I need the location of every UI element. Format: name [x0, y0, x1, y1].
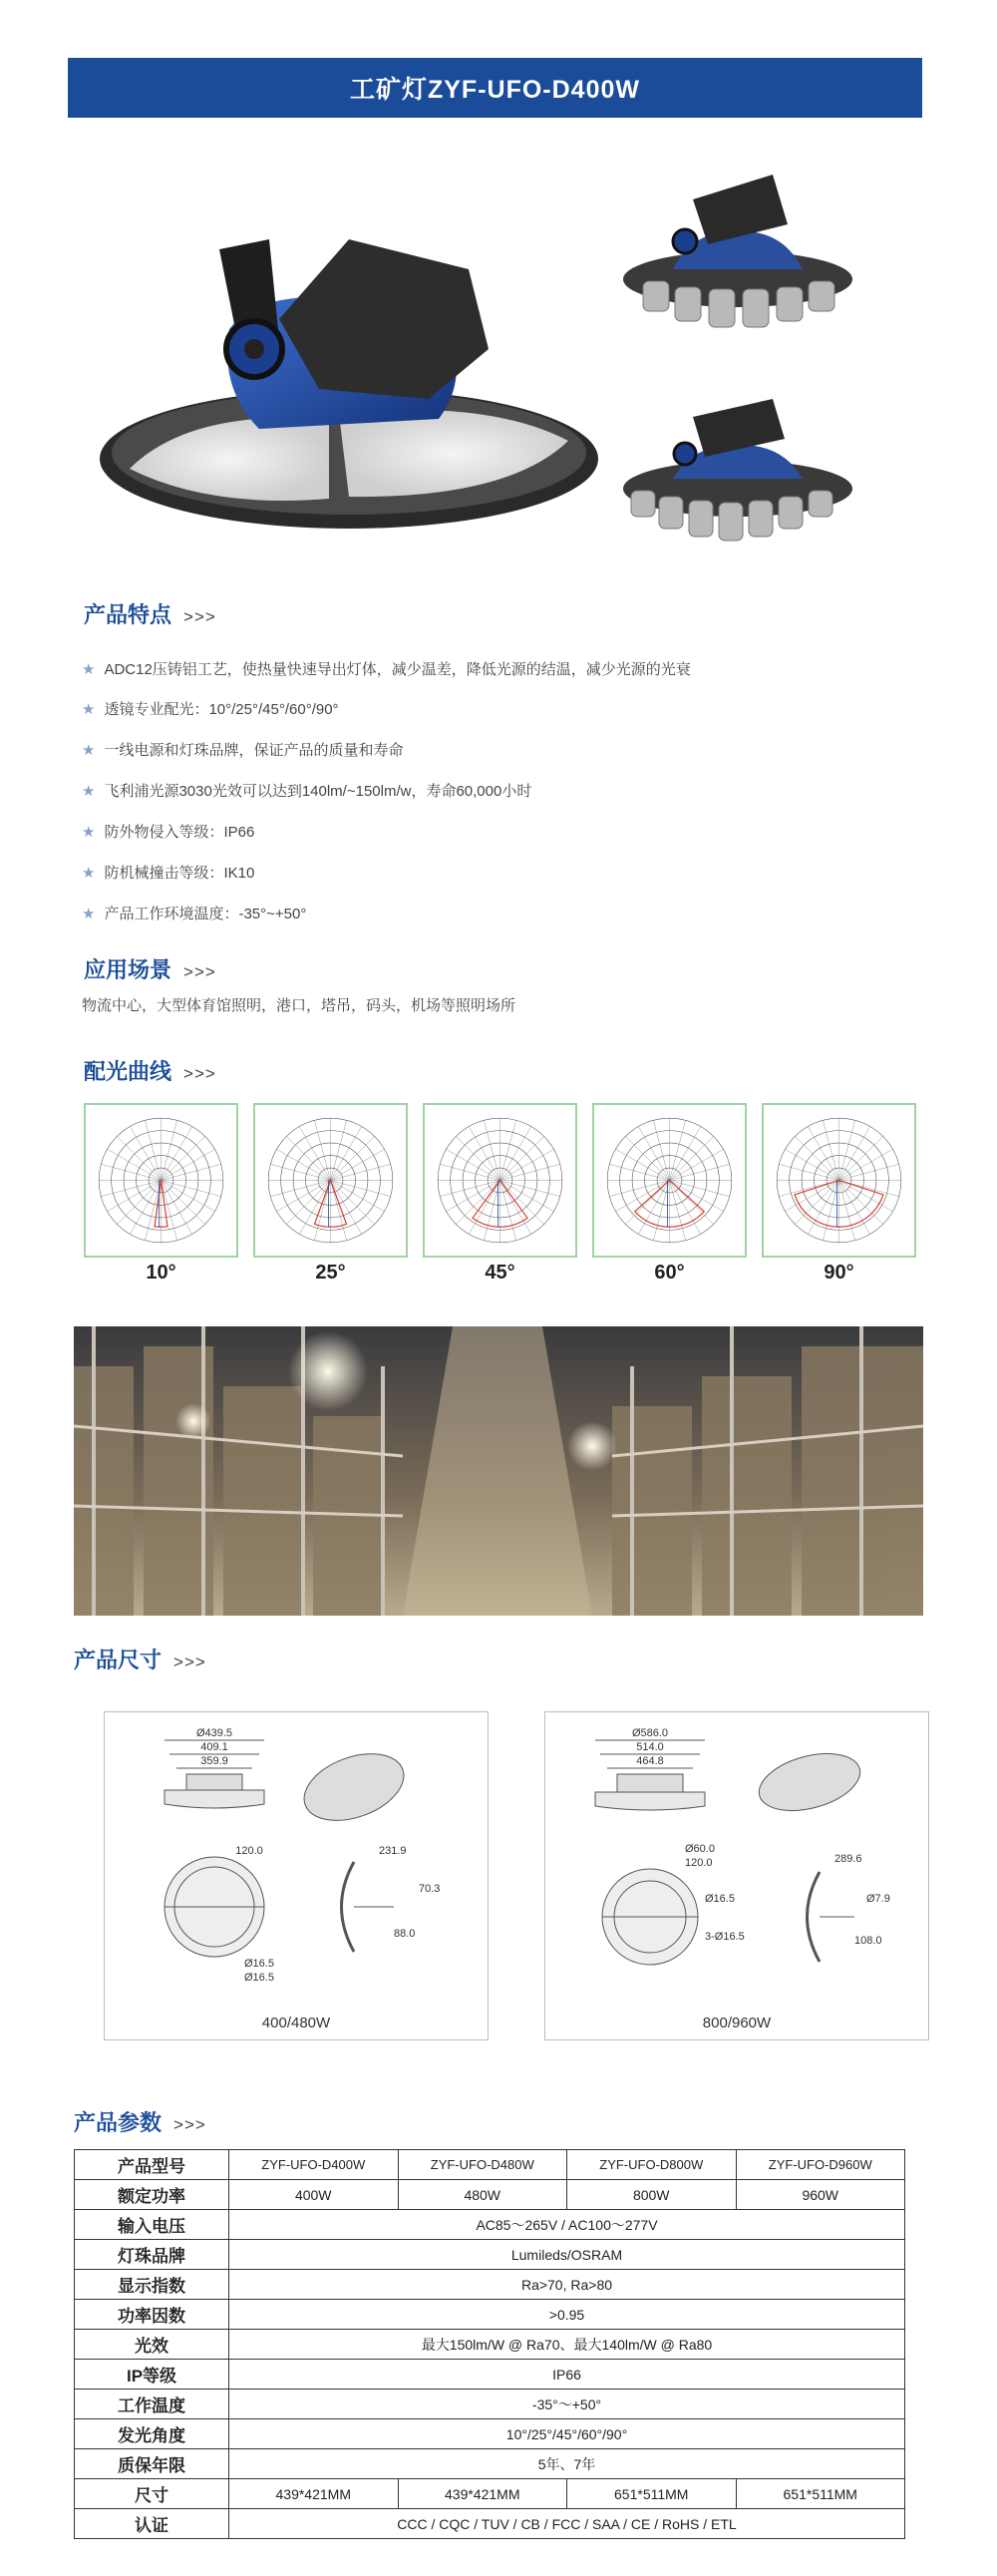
svg-text:409.1: 409.1 — [200, 1741, 228, 1753]
svg-text:464.8: 464.8 — [636, 1755, 664, 1767]
table-row: 工作温度 -35°～+50° — [75, 2390, 905, 2419]
features-heading: 产品特点 >>> — [84, 602, 216, 627]
page-title: 工矿灯ZYF-UFO-D400W — [68, 58, 922, 118]
star-icon: ★ — [82, 741, 96, 759]
svg-text:289.6: 289.6 — [834, 1853, 862, 1865]
dimension-drawing — [545, 1712, 930, 2012]
table-row: 额定功率 400W 480W 800W 960W — [75, 2180, 905, 2210]
star-icon: ★ — [82, 823, 96, 841]
svg-text:514.0: 514.0 — [636, 1741, 664, 1753]
star-icon: ★ — [82, 660, 96, 678]
hero-product-image — [90, 180, 608, 549]
dimensions-heading: 产品尺寸 >>> — [74, 1648, 206, 1672]
star-icon: ★ — [82, 782, 96, 800]
table-row: IP等级 IP66 — [75, 2360, 905, 2390]
table-row: 输入电压 AC85～265V / AC100～277V — [75, 2210, 905, 2240]
applications-heading: 应用场景 >>> — [84, 957, 216, 982]
curves-heading: 配光曲线 >>> — [84, 1059, 216, 1084]
warehouse-photo — [74, 1326, 923, 1616]
curve-label: 25° — [315, 1262, 346, 1284]
table-row: 显示指数 Ra>70, Ra>80 — [75, 2270, 905, 2300]
svg-text:Ø439.5: Ø439.5 — [195, 1727, 233, 1739]
table-row: 灯珠品牌 Lumileds/OSRAM — [75, 2240, 905, 2270]
table-row: 功率因数 >0.95 — [75, 2300, 905, 2330]
polar-curve-45 — [423, 1103, 577, 1258]
table-row: 认证 CCC / CQC / TUV / CB / FCC / SAA / CE / RoHS / ETL — [75, 2509, 905, 2539]
polar-curve-25 — [253, 1103, 408, 1258]
curve-label: 60° — [654, 1262, 685, 1284]
svg-text:70.3: 70.3 — [419, 1883, 441, 1895]
table-row: 产品型号 ZYF-UFO-D400W ZYF-UFO-D480W ZYF-UFO-D800W ZYF-UFO-D960W — [75, 2150, 905, 2180]
polar-curve-10 — [84, 1103, 238, 1258]
feature-item: ★ 产品工作环境温度：-35°~+50° — [82, 905, 307, 922]
feature-item: ★ ADC12压铸铝工艺，使热量快速导出灯体，减少温差，降低光源的结温，减少光源的光衰 — [82, 660, 691, 678]
svg-text:231.9: 231.9 — [379, 1845, 407, 1857]
polar-curve-90 — [762, 1103, 916, 1258]
svg-text:120.0: 120.0 — [685, 1857, 713, 1869]
svg-text:Ø586.0: Ø586.0 — [631, 1727, 669, 1739]
dimension-drawing-800-960 — [544, 1711, 929, 2040]
params-table — [74, 2149, 905, 2539]
curve-label: 90° — [824, 1262, 854, 1284]
table-row: 光效 最大150lm/W @ Ra70、最大140lm/W @ Ra80 — [75, 2330, 905, 2360]
svg-text:Ø16.5: Ø16.5 — [244, 1972, 274, 1984]
svg-text:108.0: 108.0 — [854, 1935, 882, 1947]
table-row: 发光角度 10°/25°/45°/60°/90° — [75, 2419, 905, 2449]
dimension-drawing-400-480 — [104, 1711, 489, 2040]
product-thumbnail-1 — [613, 170, 862, 344]
svg-text:88.0: 88.0 — [394, 1928, 416, 1940]
svg-text:Ø16.5: Ø16.5 — [244, 1958, 274, 1970]
svg-text:Ø60.0: Ø60.0 — [685, 1843, 715, 1855]
product-thumbnail-2 — [613, 399, 862, 558]
svg-text:120.0: 120.0 — [235, 1845, 263, 1857]
feature-item: ★ 一线电源和灯珠品牌，保证产品的质量和寿命 — [82, 741, 404, 759]
curve-label: 45° — [485, 1262, 515, 1284]
feature-item: ★ 飞利浦光源3030光效可以达到140lm/~150lm/w，寿命60,000小时 — [82, 782, 532, 800]
dimension-caption: 800/960W — [702, 2015, 772, 2031]
table-row: 质保年限 5年、7年 — [75, 2449, 905, 2479]
feature-item: ★ 防机械撞击等级：IK10 — [82, 864, 255, 882]
feature-item: ★ 防外物侵入等级：IP66 — [82, 823, 255, 841]
polar-curve-60 — [592, 1103, 747, 1258]
curve-label: 10° — [146, 1262, 176, 1284]
feature-item: ★ 透镜专业配光：10°/25°/45°/60°/90° — [82, 700, 339, 718]
star-icon: ★ — [82, 905, 96, 922]
svg-text:Ø16.5: Ø16.5 — [705, 1893, 735, 1905]
params-heading: 产品参数 >>> — [74, 2110, 206, 2135]
table-row: 尺寸 439*421MM 439*421MM 651*511MM 651*511MM — [75, 2479, 905, 2509]
star-icon: ★ — [82, 864, 96, 882]
applications-text: 物流中心，大型体育馆照明，港口，塔吊，码头，机场等照明场所 — [82, 997, 516, 1014]
dimension-drawing — [105, 1712, 490, 2012]
svg-text:3-Ø16.5: 3-Ø16.5 — [705, 1931, 745, 1943]
dimension-caption: 400/480W — [261, 2015, 331, 2031]
star-icon: ★ — [82, 700, 96, 718]
svg-text:359.9: 359.9 — [200, 1755, 228, 1767]
svg-text:Ø7.9: Ø7.9 — [866, 1893, 890, 1905]
